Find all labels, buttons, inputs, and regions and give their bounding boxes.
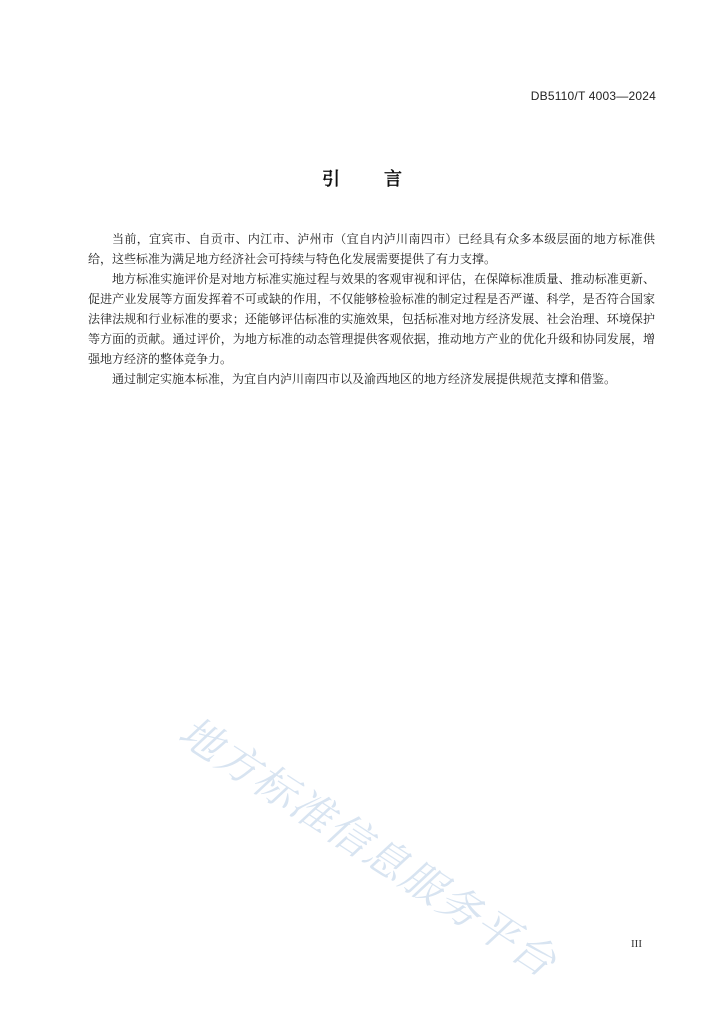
introduction-body <box>88 229 655 389</box>
paragraph-1: 当前，宜宾市、自贡市、内江市、泸州市（宜自内泸川南四市）已经具有众多本级层面的地方标准供给，这些标准为满足地方经济社会可持续与特色化发展需要提供了有力支撑。 <box>88 232 655 266</box>
watermark: 地方标准信息服务平台 <box>170 706 567 988</box>
title-char-1: 引 <box>322 169 340 190</box>
paragraph-2: 地方标准实施评价是对地方标准实施过程与效果的客观审视和评估，在保障标准质量、推动标准更新、促进产业发展等方面发挥着不可或缺的作用，不仅能够检验标准的制定过程是否严谨、科学，是否符合国家法律法规和行业标准的要求；还能够评估标准的实施效果，包括标准对地方经济发展、社会治理、环境保护等方面的贡献。通过评价，为地方标准的动态管理提供客观依据，推动地方产业的优化升级和协同发展，增强地方经济的整体竞争力。 <box>88 272 655 366</box>
paragraph-3: 通过制定实施本标准，为宜自内泸川南四市以及渝西地区的地方经济发展提供规范支撑和借鉴。 <box>112 372 617 386</box>
standard-code: DB5110/T 4003—2024 <box>530 89 656 103</box>
page-number: III <box>631 938 642 950</box>
title-char-2: 言 <box>384 169 402 190</box>
page-title <box>0 165 724 191</box>
